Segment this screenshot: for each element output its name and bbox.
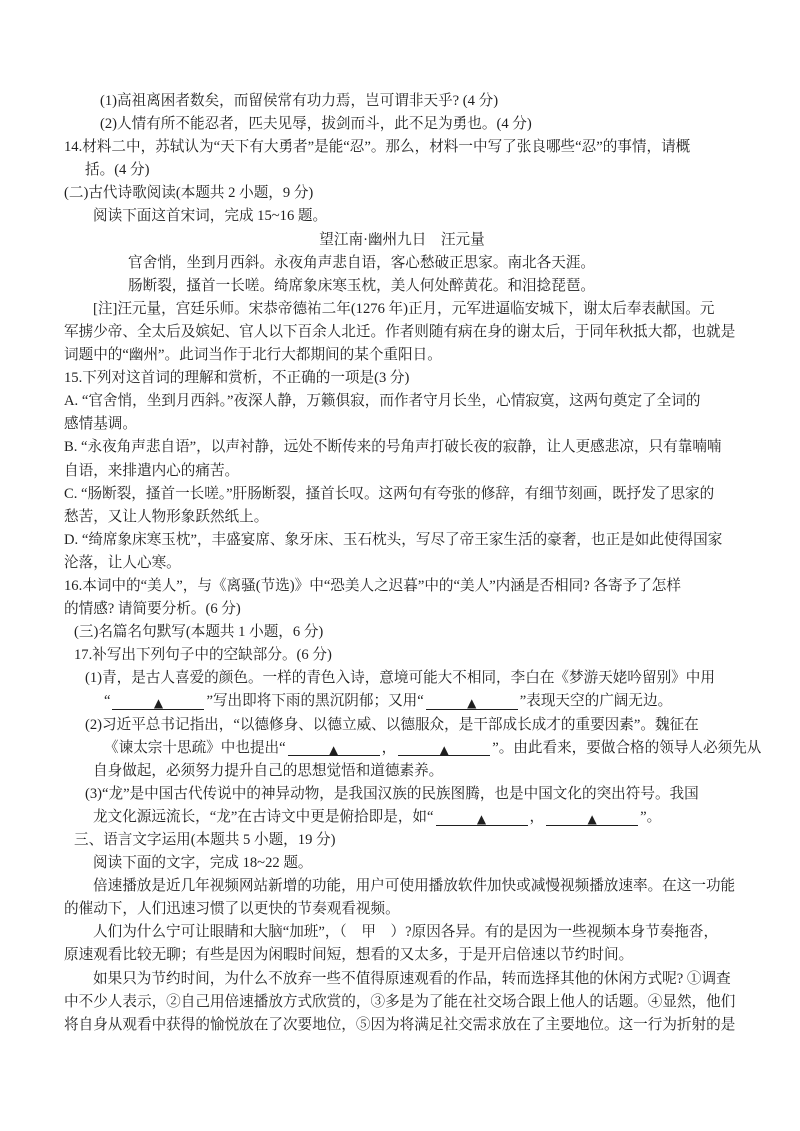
answer-blank [546, 810, 638, 826]
exam-document-page [64, 90, 762, 1037]
blank-line-text: ， [529, 808, 545, 825]
passage-para1-line-2: 的催动下，人们迅速习惯了以更快的节奏观看视频。 [64, 901, 400, 918]
blank-line-text: 龙文化源远流长，“龙”在古诗文中更是俯拾即是，如“ [93, 808, 434, 825]
question-15-stem: 15.下列对这首词的理解和赏析，不正确的一项是(3 分) [64, 370, 410, 387]
passage-para2-line-1: 人们为什么宁可让眼睛和大脑“加班”，（ 甲 ）?原因各异。有的是因为一些视频本身节奏拖沓， [93, 924, 719, 941]
question-16-line-2: 的情感? 请简要分析。(6 分) [64, 601, 241, 618]
triangle-marker-icon: ▲ [587, 811, 597, 826]
q17-item-2-line-2 [104, 737, 762, 760]
passage-para2-line-2: 原速观看比较无聊；有些是因为闲暇时间短，想看的又太多，于是开启倍速以节约时间。 [64, 947, 634, 964]
triangle-marker-icon: ▲ [328, 742, 339, 757]
answer-blank [112, 694, 204, 710]
triangle-marker-icon: ▲ [439, 742, 449, 757]
option-b-line-1: B. “永夜角声悲自语”，以声衬静，远处不断传来的号角声打破长夜的寂静，让人更感悲凉，只有靠喃喃 [64, 439, 722, 456]
q17-item-2-line-3: 自身做起，必须努力提升自己的思想觉悟和道德素养。 [93, 762, 444, 779]
passage-para1-line-1: 倍速播放是近几年视频网站新增的功能，用户可使用播放软件加快或减慢视频播放速率。在这一功能 [93, 878, 736, 895]
section-poetry-heading: (二)古代诗歌阅读(本题共 2 小题，9 分) [64, 185, 314, 202]
poem-note-line-3: 词题中的“幽州”。此词当作于北行大都期间的某个重阳日。 [64, 347, 442, 364]
triangle-marker-icon: ▲ [476, 811, 487, 826]
answer-blank [398, 741, 490, 757]
blank-line-text: ”。由此看来，要做合格的领导人必须先从 [492, 739, 762, 756]
question-16-line-1: 16.本词中的“美人”，与《离骚(节选)》中“恐美人之迟暮”中的“美人”内涵是否相同? 各寄予了怎样 [64, 577, 681, 594]
question-17-stem: 17.补写出下列句子中的空缺部分。(6 分) [74, 647, 332, 664]
triangle-marker-icon: ▲ [153, 696, 164, 711]
q17-item-1-line-1: (1)青，是古人喜爱的颜色。一样的青色入诗，意境可能大不相同，李白在《梦游天姥吟留别》中用 [85, 670, 715, 687]
option-a-line-1: A. “官舍悄，坐到月西斜。”夜深人静，万籁俱寂，而作者守月长坐，心情寂寞，这两句奠定了全词的 [64, 393, 701, 410]
option-b-line-2: 自语，来排遣内心的痛苦。 [64, 462, 240, 479]
triangle-marker-icon: ▲ [467, 696, 477, 711]
passage-para3-line-1: 如果只为节约时间，为什么不放弃一些不值得原速观看的作品，转而选择其他的休闲方式呢? ①调查 [93, 970, 731, 987]
q17-item-3-line-2 [93, 806, 740, 829]
blank-line-text: 《谏太宗十思疏》中也提出“ [104, 739, 286, 756]
option-d-line-2: 沦落，让人心寒。 [64, 554, 181, 571]
option-d-line-1: D. “绮席象床寒玉枕”，丰盛宴席、象牙床、玉石枕头，写尽了帝王家生活的豪奢，也正是如此使得国家 [64, 531, 723, 548]
blank-line-text: ”。 [640, 808, 662, 825]
question-14-line-2: 括。(4 分) [85, 162, 150, 179]
option-c-line-1: C. “肠断裂，搔首一长嗟。”肝肠断裂，搔首长叹。这两句有夸张的修辞，有细节刻画，既抒发了思家的 [64, 485, 715, 502]
option-a-line-2: 感情基调。 [64, 416, 137, 433]
blank-line-text: ， [381, 739, 397, 756]
blank-line-text: ”写出即将下雨的黑沉阴郁；又用“ [206, 693, 424, 710]
passage-para3-line-3: 将自身从观看中获得的愉悦放在了次要地位，⑤因为将满足社交需求放在了主要地位。这一行为折射的是 [64, 1016, 736, 1033]
option-c-line-2: 愁苦，又让人物形象跃然纸上。 [64, 508, 269, 525]
poetry-reading-instruction: 阅读下面这首宋词，完成 15~16 题。 [93, 208, 328, 225]
poem-note-line-2: 军掳少帝、全太后及嫔妃、官人以下百余人北迁。作者则随有病在身的谢太后，于同年秋抵大都，也就是 [64, 323, 736, 340]
part-three-heading: 三、语言文字运用(本题共 5 小题，19 分) [74, 832, 336, 848]
answer-blank [288, 741, 380, 757]
translation-item-1: (1)高祖离困者数矣，而留侯常有功力焉，岂可谓非天乎? (4 分) [100, 93, 499, 109]
language-use-instruction: 阅读下面的文字，完成 18~22 题。 [93, 855, 313, 872]
poem-line-1: 官舍悄，坐到月西斜。永夜角声悲自语，客心愁破正思家。南北各天涯。 [128, 254, 596, 271]
question-14-line-1: 14.材料二中，苏轼认为“天下有大勇者”是能“忍”。那么，材料一中写了张良哪些“忍”的事情，请概 [64, 139, 691, 156]
blank-line-text: ”表现天空的广阔无边。 [519, 693, 673, 710]
translation-item-2: (2)人情有所不能忍者，匹夫见辱，拔剑而斗，此不足为勇也。(4 分) [100, 116, 532, 133]
poem-note-line-1: [注]汪元量，宫廷乐师。宋恭帝德祐二年(1276 年)正月，元军进逼临安城下，谢太后奉表献国。元 [93, 300, 715, 317]
poem-line-2: 肠断裂，搔首一长嗟。绮席象床寒玉枕，美人何处醉黄花。和泪捻琵琶。 [128, 277, 596, 294]
q17-item-1-line-2 [104, 690, 740, 713]
answer-blank [426, 694, 518, 710]
poem-title: 望江南·幽州九日 汪元量 [319, 231, 485, 248]
passage-para3-line-2: 中不少人表示，②自己用倍速播放方式欣赏的，③多是为了能在社交场合跟上他人的话题。④显然，他们 [64, 993, 736, 1010]
q17-item-3-line-1: (3)“龙”是中国古代传说中的神异动物，是我国汉族的民族图腾，也是中国文化的突出符号。我国 [85, 785, 699, 802]
answer-blank [436, 810, 528, 826]
blank-line-text: “ [104, 693, 111, 710]
q17-item-2-line-1: (2)习近平总书记指出，“以德修身、以德立威、以德服众，是干部成长成才的重要因素”。魏征在 [85, 716, 699, 733]
section-dictation-heading: (三)名篇名句默写(本题共 1 小题，6 分) [74, 624, 324, 641]
